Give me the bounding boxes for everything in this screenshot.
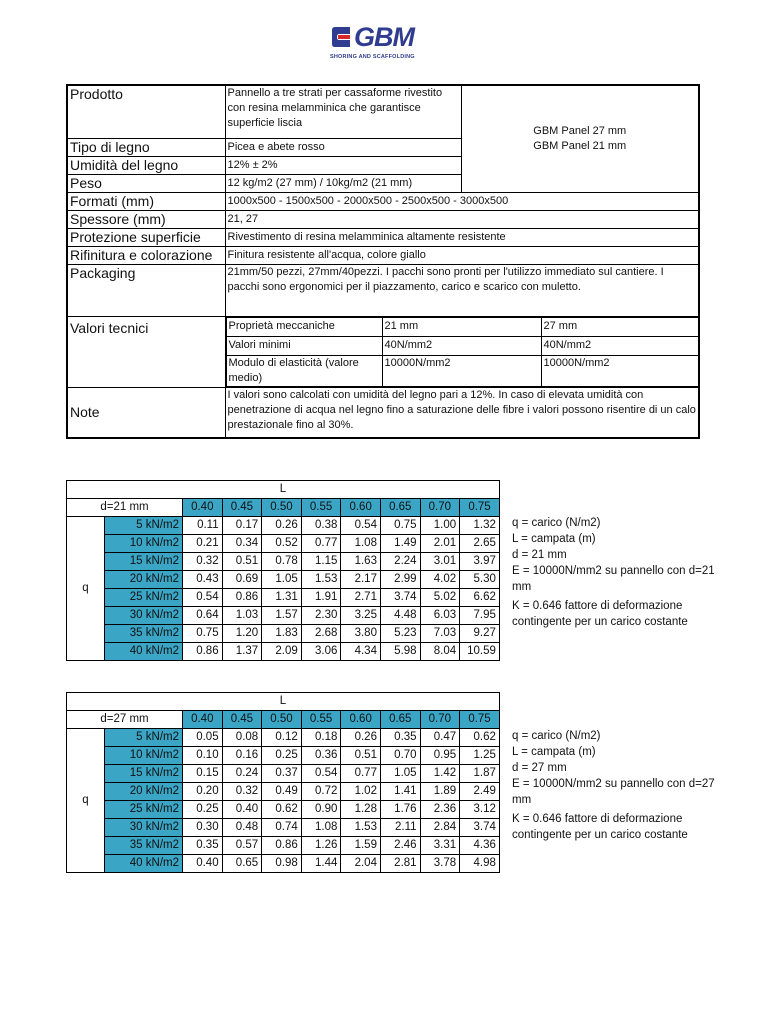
- table-row: [67, 535, 500, 553]
- span-header: 0.50: [262, 711, 302, 729]
- deflection-cell: 2.30: [301, 607, 341, 625]
- deflection-cell: 0.77: [301, 535, 341, 553]
- spec-row: [67, 228, 699, 246]
- deflection-cell: 0.57: [222, 837, 262, 855]
- deflection-cell: 2.81: [380, 855, 420, 873]
- logo-mark-icon: [330, 26, 352, 48]
- deflection-cell: 0.64: [183, 607, 223, 625]
- deflection-cell: 0.72: [301, 783, 341, 801]
- load-axis-label: q: [67, 517, 105, 661]
- deflection-cell: 0.70: [380, 747, 420, 765]
- deflection-cell: 4.34: [341, 643, 381, 661]
- deflection-cell: 5.30: [460, 571, 500, 589]
- deflection-cell: 10.59: [460, 643, 500, 661]
- deflection-cell: 1.28: [341, 801, 381, 819]
- deflection-cell: 0.25: [262, 747, 302, 765]
- span-header: 0.50: [262, 499, 302, 517]
- deflection-cell: 1.49: [380, 535, 420, 553]
- tech-row: [226, 355, 699, 386]
- legend-line: E = 10000N/mm2 su pannello con d=21 mm: [512, 565, 715, 593]
- deflection-cell: 0.40: [222, 801, 262, 819]
- table-row: [67, 855, 500, 873]
- deflection-cell: 0.26: [262, 517, 302, 535]
- tech-cell: 10000N/mm2: [382, 355, 541, 386]
- deflection-cell: 0.32: [222, 783, 262, 801]
- span-header: 0.60: [341, 711, 381, 729]
- deflection-cell: 0.25: [183, 801, 223, 819]
- span-axis-label: L: [67, 693, 500, 711]
- deflection-cell: 1.83: [262, 625, 302, 643]
- product-name: GBM Panel 27 mm: [533, 124, 627, 137]
- deflection-cell: 8.04: [420, 643, 460, 661]
- deflection-cell: 0.98: [262, 855, 302, 873]
- spec-value: 12 kg/m2 (27 mm) / 10kg/m2 (21 mm): [225, 174, 461, 192]
- deflection-cell: 4.36: [460, 837, 500, 855]
- load-rows: [67, 729, 500, 873]
- tech-values-cell: [225, 316, 699, 387]
- deflection-cell: 1.44: [301, 855, 341, 873]
- deflection-cell: 2.99: [380, 571, 420, 589]
- deflection-cell: 2.68: [301, 625, 341, 643]
- deflection-cell: 0.86: [222, 589, 262, 607]
- spans-row: [67, 711, 500, 729]
- deflection-cell: 2.46: [380, 837, 420, 855]
- deflection-cell: 3.12: [460, 801, 500, 819]
- deflection-cell: 0.75: [183, 625, 223, 643]
- load-label: 25 kN/m2: [105, 801, 183, 819]
- deflection-cell: 0.43: [183, 571, 223, 589]
- tech-cell: 40N/mm2: [382, 336, 541, 355]
- spec-row: [67, 85, 699, 138]
- deflection-cell: 6.03: [420, 607, 460, 625]
- span-header: 0.55: [301, 499, 341, 517]
- deflection-cell: 1.08: [301, 819, 341, 837]
- deflection-cell: 0.05: [183, 729, 223, 747]
- spec-value: I valori sono calcolati con umidità del legno pari a 12%. In caso di elevata umidità con penetrazione di acqua nel legno fino a saturazione delle fibre i valori possono risentire di un calo prestazionale fino al 30%.: [225, 387, 699, 438]
- load-label: 35 kN/m2: [105, 837, 183, 855]
- deflection-cell: 0.54: [183, 589, 223, 607]
- spec-row: [67, 192, 699, 210]
- load-label: 30 kN/m2: [105, 819, 183, 837]
- deflection-cell: 0.78: [262, 553, 302, 571]
- span-header: 0.70: [420, 711, 460, 729]
- deflection-cell: 0.75: [380, 517, 420, 535]
- deflection-cell: 0.37: [262, 765, 302, 783]
- deflection-cell: 1.53: [301, 571, 341, 589]
- spec-row: [67, 264, 699, 316]
- table-row: [67, 643, 500, 661]
- deflection-cell: 2.71: [341, 589, 381, 607]
- load-label: 20 kN/m2: [105, 571, 183, 589]
- span-header: 0.75: [460, 711, 500, 729]
- load-label: 15 kN/m2: [105, 765, 183, 783]
- deflection-cell: 2.65: [460, 535, 500, 553]
- table-row: [67, 729, 500, 747]
- deflection-cell: 0.38: [301, 517, 341, 535]
- span-header: 0.60: [341, 499, 381, 517]
- deflection-cell: 0.24: [222, 765, 262, 783]
- table-header-row: [67, 693, 500, 711]
- deflection-cell: 0.30: [183, 819, 223, 837]
- legend-27: [512, 728, 722, 843]
- deflection-cell: 4.02: [420, 571, 460, 589]
- deflection-cell: 0.74: [262, 819, 302, 837]
- span-header: 0.75: [460, 499, 500, 517]
- spec-label: Spessore (mm): [67, 210, 225, 228]
- load-label: 5 kN/m2: [105, 517, 183, 535]
- spec-label: Protezione superficie: [67, 228, 225, 246]
- spec-value: Picea e abete rosso: [225, 138, 461, 156]
- product-spec-table: [66, 84, 700, 439]
- deflection-cell: 1.26: [301, 837, 341, 855]
- deflection-cell: 0.86: [262, 837, 302, 855]
- deflection-cell: 0.20: [183, 783, 223, 801]
- span-header: 0.55: [301, 711, 341, 729]
- spec-label: Prodotto: [67, 85, 225, 138]
- deflection-cell: 3.01: [420, 553, 460, 571]
- deflection-cell: 1.02: [341, 783, 381, 801]
- table-row: [67, 517, 500, 535]
- deflection-cell: 1.25: [460, 747, 500, 765]
- legend-line: K = 0.646 fattore di deformazione contingente per un carico costante: [512, 813, 688, 841]
- spec-label: Formati (mm): [67, 192, 225, 210]
- spec-row: [67, 210, 699, 228]
- deflection-cell: 3.31: [420, 837, 460, 855]
- span-header: 0.45: [222, 711, 262, 729]
- legend-line: K = 0.646 fattore di deformazione contingente per un carico costante: [512, 600, 688, 628]
- deflection-cell: 3.80: [341, 625, 381, 643]
- deflection-cell: 3.06: [301, 643, 341, 661]
- span-header: 0.45: [222, 499, 262, 517]
- deflection-cell: 0.17: [222, 517, 262, 535]
- deflection-cell: 1.41: [380, 783, 420, 801]
- spec-label: Valori tecnici: [67, 316, 225, 387]
- deflection-cell: 1.42: [420, 765, 460, 783]
- thickness-label: d=21 mm: [67, 499, 183, 517]
- table-row: [67, 801, 500, 819]
- load-axis-label: q: [67, 729, 105, 873]
- tech-cell: Proprietà meccaniche: [226, 317, 382, 336]
- table-row: [67, 625, 500, 643]
- load-label: 10 kN/m2: [105, 747, 183, 765]
- tech-values-table: [226, 317, 700, 387]
- spec-label: Tipo di legno: [67, 138, 225, 156]
- spec-value: 21, 27: [225, 210, 699, 228]
- deflection-cell: 2.11: [380, 819, 420, 837]
- table-row: [67, 589, 500, 607]
- table-header-row: [67, 481, 500, 499]
- deflection-cell: 4.98: [460, 855, 500, 873]
- company-logo: [330, 24, 442, 64]
- spec-label: Rifinitura e colorazione: [67, 246, 225, 264]
- deflection-cell: 0.12: [262, 729, 302, 747]
- tech-row: [226, 317, 699, 336]
- deflection-cell: 5.98: [380, 643, 420, 661]
- deflection-cell: 3.74: [460, 819, 500, 837]
- deflection-cell: 1.08: [341, 535, 381, 553]
- deflection-cell: 1.57: [262, 607, 302, 625]
- spec-label: Packaging: [67, 264, 225, 316]
- deflection-cell: 0.34: [222, 535, 262, 553]
- deflection-cell: 2.09: [262, 643, 302, 661]
- tech-cell: 27 mm: [541, 317, 699, 336]
- deflection-cell: 2.17: [341, 571, 381, 589]
- tech-cell: Valori minimi: [226, 336, 382, 355]
- spec-label: Umidità del legno: [67, 156, 225, 174]
- span-header: 0.40: [183, 499, 223, 517]
- spec-row: [67, 246, 699, 264]
- spec-value: Pannello a tre strati per cassaforme rivestito con resina melamminica che garantisce superficie liscia: [225, 85, 461, 138]
- deflection-cell: 5.02: [420, 589, 460, 607]
- deflection-cell: 0.65: [222, 855, 262, 873]
- deflection-cell: 0.10: [183, 747, 223, 765]
- deflection-cell: 1.76: [380, 801, 420, 819]
- deflection-cell: 0.08: [222, 729, 262, 747]
- deflection-cell: 2.01: [420, 535, 460, 553]
- deflection-cell: 0.35: [380, 729, 420, 747]
- deflection-cell: 0.51: [222, 553, 262, 571]
- deflection-cell: 1.59: [341, 837, 381, 855]
- deflection-cell: 0.18: [301, 729, 341, 747]
- product-names-cell: [461, 85, 699, 192]
- legend-line: L = campata (m): [512, 533, 596, 545]
- legend-line: q = carico (N/m2): [512, 517, 601, 529]
- tech-cell: 40N/mm2: [541, 336, 699, 355]
- load-rows: [67, 517, 500, 661]
- load-label: 40 kN/m2: [105, 643, 183, 661]
- table-row: [67, 837, 500, 855]
- deflection-cell: 0.36: [301, 747, 341, 765]
- deflection-cell: 0.62: [460, 729, 500, 747]
- tech-cell: 10000N/mm2: [541, 355, 699, 386]
- spec-value: 21mm/50 pezzi, 27mm/40pezzi. I pacchi sono pronti per l'utilizzo immediato sul cantiere. I pacchi sono ergonomici per il piazzamento, carico e scarico con muletto.: [225, 264, 699, 316]
- load-label: 5 kN/m2: [105, 729, 183, 747]
- deflection-cell: 1.31: [262, 589, 302, 607]
- tech-row: [226, 336, 699, 355]
- load-label: 40 kN/m2: [105, 855, 183, 873]
- deflection-cell: 0.32: [183, 553, 223, 571]
- legend-line: d = 27 mm: [512, 762, 567, 774]
- deflection-cell: 1.05: [262, 571, 302, 589]
- spec-value: Finitura resistente all'acqua, colore giallo: [225, 246, 699, 264]
- deflection-cell: 0.62: [262, 801, 302, 819]
- table-row: [67, 747, 500, 765]
- deflection-cell: 0.47: [420, 729, 460, 747]
- deflection-cell: 7.03: [420, 625, 460, 643]
- deflection-cell: 3.97: [460, 553, 500, 571]
- deflection-cell: 0.54: [301, 765, 341, 783]
- deflection-cell: 0.16: [222, 747, 262, 765]
- load-label: 30 kN/m2: [105, 607, 183, 625]
- deflection-cell: 1.32: [460, 517, 500, 535]
- deflection-cell: 3.74: [380, 589, 420, 607]
- deflection-cell: 0.11: [183, 517, 223, 535]
- load-table-27: [66, 692, 500, 873]
- load-label: 25 kN/m2: [105, 589, 183, 607]
- deflection-cell: 1.87: [460, 765, 500, 783]
- deflection-cell: 0.90: [301, 801, 341, 819]
- deflection-cell: 0.77: [341, 765, 381, 783]
- load-label: 20 kN/m2: [105, 783, 183, 801]
- spans-row: [67, 499, 500, 517]
- deflection-cell: 2.36: [420, 801, 460, 819]
- deflection-cell: 1.63: [341, 553, 381, 571]
- logo-tagline: SHORING AND SCAFFOLDING: [330, 54, 415, 60]
- span-header: 0.65: [380, 499, 420, 517]
- deflection-cell: 1.00: [420, 517, 460, 535]
- span-header: 0.70: [420, 499, 460, 517]
- spec-value: Rivestimento di resina melamminica altamente resistente: [225, 228, 699, 246]
- spec-label: Peso: [67, 174, 225, 192]
- spec-row: [67, 387, 699, 438]
- table-row: [67, 553, 500, 571]
- load-label: 15 kN/m2: [105, 553, 183, 571]
- spec-value: 1000x500 - 1500x500 - 2000x500 - 2500x500 - 3000x500: [225, 192, 699, 210]
- tech-cell: 21 mm: [382, 317, 541, 336]
- table-row: [67, 819, 500, 837]
- table-row: [67, 783, 500, 801]
- legend-line: E = 10000N/mm2 su pannello con d=27 mm: [512, 778, 715, 806]
- deflection-cell: 3.25: [341, 607, 381, 625]
- table-row: [67, 571, 500, 589]
- deflection-cell: 1.03: [222, 607, 262, 625]
- deflection-cell: 2.04: [341, 855, 381, 873]
- load-label: 35 kN/m2: [105, 625, 183, 643]
- spec-row: [67, 316, 699, 387]
- deflection-cell: 4.48: [380, 607, 420, 625]
- logo-wordmark: GBM: [354, 22, 414, 52]
- deflection-cell: 1.91: [301, 589, 341, 607]
- deflection-cell: 1.53: [341, 819, 381, 837]
- deflection-cell: 0.35: [183, 837, 223, 855]
- thickness-label: d=27 mm: [67, 711, 183, 729]
- span-axis-label: L: [67, 481, 500, 499]
- deflection-cell: 0.26: [341, 729, 381, 747]
- span-header: 0.65: [380, 711, 420, 729]
- deflection-cell: 2.24: [380, 553, 420, 571]
- deflection-cell: 1.15: [301, 553, 341, 571]
- deflection-cell: 9.27: [460, 625, 500, 643]
- deflection-cell: 3.78: [420, 855, 460, 873]
- deflection-cell: 0.40: [183, 855, 223, 873]
- span-header: 0.40: [183, 711, 223, 729]
- deflection-cell: 0.15: [183, 765, 223, 783]
- legend-21: [512, 515, 722, 630]
- table-row: [67, 607, 500, 625]
- load-label: 10 kN/m2: [105, 535, 183, 553]
- deflection-cell: 2.49: [460, 783, 500, 801]
- deflection-cell: 0.49: [262, 783, 302, 801]
- legend-line: q = carico (N/m2): [512, 730, 601, 742]
- deflection-cell: 6.62: [460, 589, 500, 607]
- deflection-cell: 1.89: [420, 783, 460, 801]
- tech-cell: Modulo di elasticità (valore medio): [226, 355, 382, 386]
- deflection-cell: 2.84: [420, 819, 460, 837]
- spec-value: 12% ± 2%: [225, 156, 461, 174]
- deflection-cell: 7.95: [460, 607, 500, 625]
- deflection-cell: 0.52: [262, 535, 302, 553]
- deflection-cell: 1.37: [222, 643, 262, 661]
- deflection-cell: 0.51: [341, 747, 381, 765]
- deflection-cell: 0.69: [222, 571, 262, 589]
- deflection-cell: 0.95: [420, 747, 460, 765]
- deflection-cell: 1.05: [380, 765, 420, 783]
- deflection-cell: 1.20: [222, 625, 262, 643]
- deflection-cell: 0.54: [341, 517, 381, 535]
- table-row: [67, 765, 500, 783]
- legend-line: L = campata (m): [512, 746, 596, 758]
- product-name: GBM Panel 21 mm: [533, 139, 627, 152]
- spec-label: Note: [67, 387, 225, 438]
- legend-line: d = 21 mm: [512, 549, 567, 561]
- load-table-21: [66, 480, 500, 661]
- deflection-cell: 0.48: [222, 819, 262, 837]
- deflection-cell: 0.86: [183, 643, 223, 661]
- deflection-cell: 5.23: [380, 625, 420, 643]
- deflection-cell: 0.21: [183, 535, 223, 553]
